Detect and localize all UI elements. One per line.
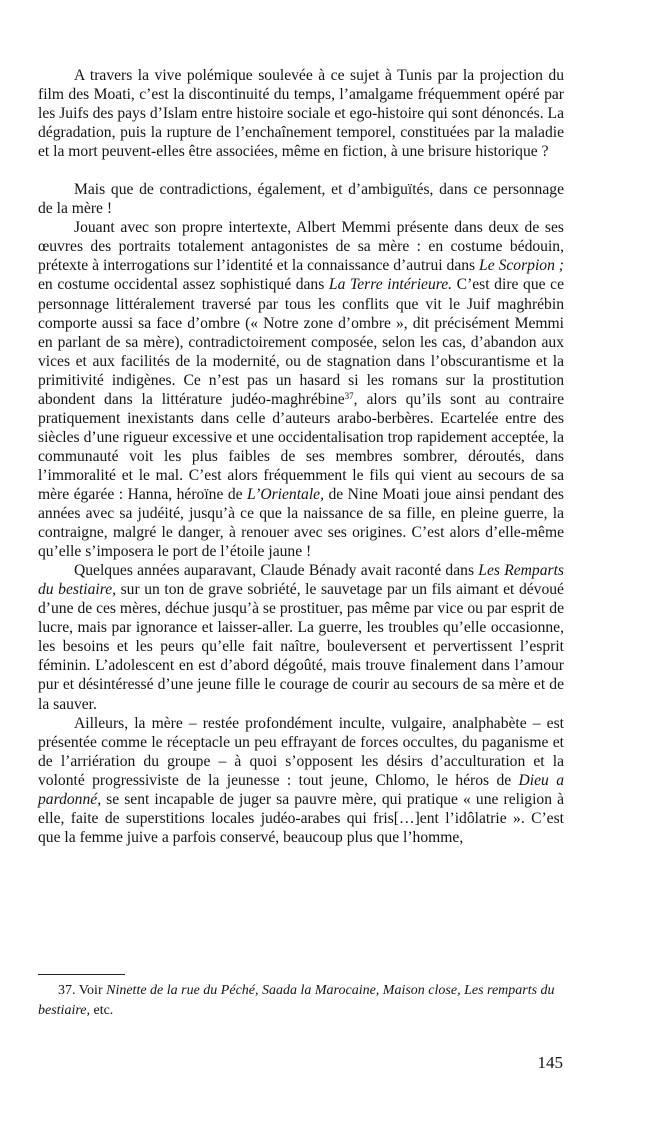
paragraph-3-text-5: de Nine Moati joue ainsi pendant des années avec sa judéité, jusqu’à ce que la naissance de sa fille, en pleine guerre, la contraigne, malgré le danger, à renouer avec ses origines. C’est alors d’elle-même qu’elle s’imposera le port de l’étoile jaune !	[38, 485, 564, 561]
paragraph-4	[38, 561, 564, 713]
paragraph-3-text-4: , alors qu’ils sont au contraire pratiquement inexistants dans celle d’auteurs arabo-berbères. Ecartelée entre des siècles d’une rigueur excessive et une occidentalisation trop rapidement acceptée, la communauté voit les plus faibles de ses membres sombrer, déroutés, dans l’immoralité et le mal. C’est alors fréquemment le fils qui vient au secours de sa mère égarée : Hanna, héroïne de	[38, 390, 564, 503]
paragraph-5	[38, 714, 564, 847]
title-dieu-a-pardonne: Dieu a pardonné,	[38, 771, 564, 808]
paragraph-4-text-1: Quelques années auparavant, Claude Bénady avait raconté dans	[74, 562, 479, 580]
paragraph-1: A travers la vive polémique soulevée à ce sujet à Tunis par la projection du film des Moati, c’est la discontinuité du temps, l’amalgame fréquemment opéré par les Juifs des pays d’Islam entre histoire sociale et ego-histoire qui sont dénoncés. La dégradation, puis la rupture de l’enchaînement temporel, constituées par la maladie et la mort peuvent-elles être associées, même en fiction, à une brisure historique ?	[38, 67, 564, 161]
title-la-terre-interieure: La Terre intérieure.	[328, 276, 453, 294]
paragraph-4-text-2: sur un ton de grave sobriété, le sauvetage par un fils aimant et dévoué d’une de ces mères, déchue jusqu’à se prostituer, pas même par vice ou par esprit de lucre, mais par ignorance et laisser-aller. La guerre, les troubles qu’elle occasionne, les besoins et les peurs qu’elle fait naître, bouleversent et pervertissent l’esprit féminin. L’adolescent en est d’abord dégoûté, mais trouve finalement dans l’amour pur et désintéressé d’une jeune fille le courage de courir au secours de sa mère et de la sauver.	[38, 581, 564, 713]
paragraph-5-text-2: se sent incapable de juger sa pauvre mère, qui pratique « une religion à elle, faite de superstitions locales judéo-arabes qui fris[…]ent l’idôlatrie ». C’est que la femme juive a parfois conservé, beaucoup plus que l’homme,	[38, 790, 564, 846]
paragraph-3-text-3: C’est dire que ce personnage littéralement traversé par tous les conflits que vit le Juif maghrébin comporte aussi sa face d’ombre (« Notre zone d’ombre », dit précisément Memmi en parlant de sa mère), contradictoirement composée, selon les cas, d’abandon aux vices et aux facilités de la modernité, ou de stagnation dans l’obscurantisme et la primitivité indigènes. Ce n’est pas un hasard si les romans sur la prostitution abondent dans la littérature judéo-maghrébine	[38, 276, 564, 408]
footnote-text-2: etc.	[89, 1003, 114, 1018]
paragraph-3-text-1: Jouant avec son propre intertexte, Albert Memmi présente dans deux de ses œuvres des portraits totalement antagonistes de sa mère : en costume bédouin, prétexte à interrogations sur l’identité et la connaissance d’autrui dans	[38, 219, 564, 275]
page-body	[38, 66, 564, 847]
paragraph-2: Mais que de contradictions, également, et d’ambiguïtés, dans ce personnage de la mère !	[38, 181, 564, 218]
footnote-separator	[38, 974, 125, 975]
footnote-titles: Ninette de la rue du Péché, Saada la Marocaine, Maison close, Les remparts du bestiaire,	[38, 983, 555, 1018]
paragraph-5-text-1: Ailleurs, la mère – restée profondément inculte, vulgaire, analphabète – est présentée comme le réceptacle un peu effrayant de forces occultes, du paganisme et de l’arriération du groupe – à quoi s’opposent les désirs d’acculturation et la volonté progressiviste de la jeunesse : tout jeune, Chlomo, le héros de	[38, 714, 564, 789]
title-l-orientale: L’Orientale,	[247, 485, 324, 503]
paragraph-gap	[38, 161, 564, 180]
title-le-scorpion: Le Scorpion ;	[479, 257, 564, 275]
paragraph-3-text-2: en costume occidental assez sophistiqué dans	[38, 276, 329, 294]
title-les-remparts-du-bestiaire: Les Remparts du bestiaire,	[38, 562, 564, 599]
footnote-text-1: 37. Voir	[58, 983, 107, 998]
paragraph-3	[38, 218, 564, 561]
footnote-37	[38, 981, 564, 1021]
footnote-reference-37: 37	[344, 390, 354, 401]
page-number: 145	[537, 1053, 563, 1072]
